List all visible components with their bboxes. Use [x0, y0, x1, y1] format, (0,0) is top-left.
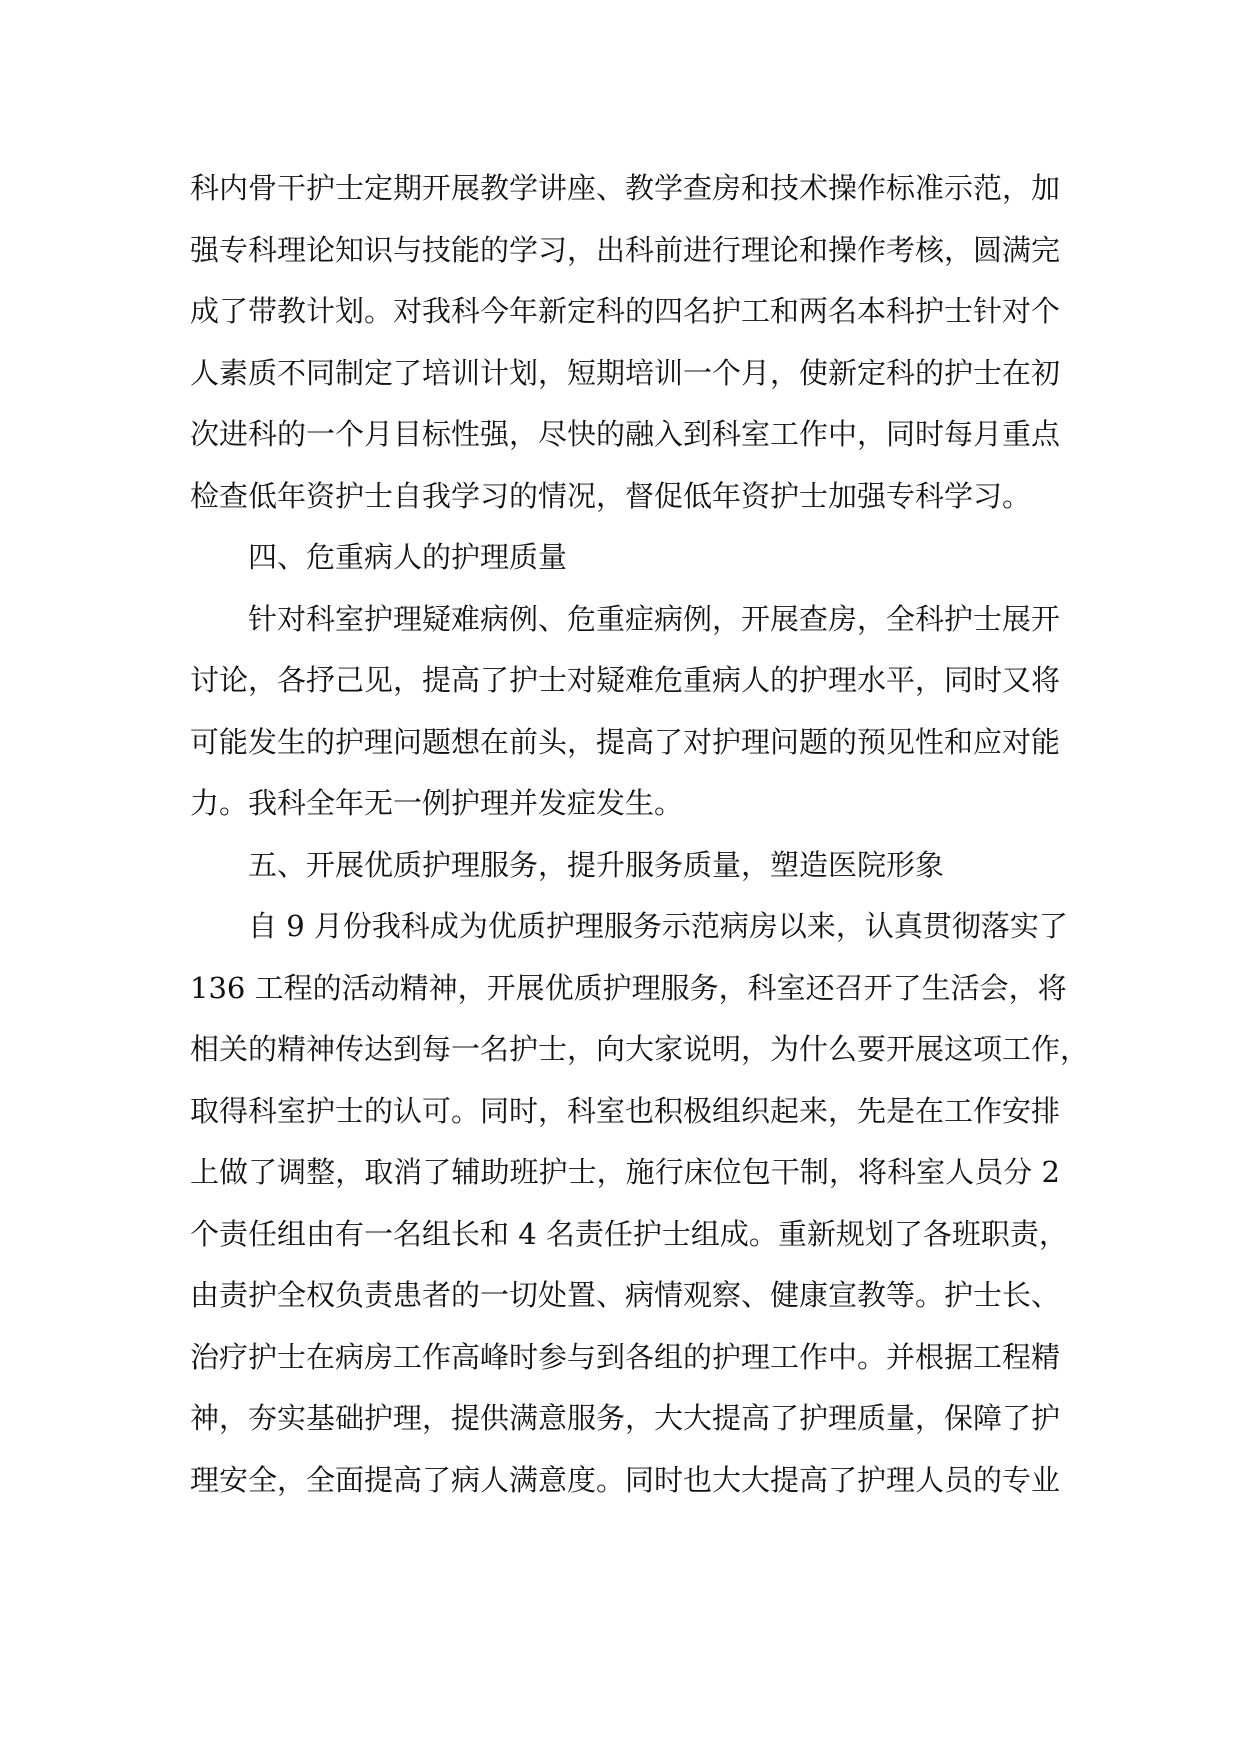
paragraph-line: 次进科的一个月目标性强，尽快的融入到科室工作中，同时每月重点 [190, 417, 1061, 451]
paragraph-line: 理安全，全面提高了病人满意度。同时也大大提高了护理人员的专业 [190, 1462, 1061, 1497]
paragraph-line: 科内骨干护士定期开展教学讲座、教学查房和技术操作标准示范，加 [190, 171, 1061, 205]
paragraph-line: 上做了调整，取消了辅助班护士，施行床位包干制，将科室人员分 2 [190, 1155, 1060, 1189]
paragraph-line: 治疗护士在病房工作高峰时参与到各组的护理工作中。并根据工程精 [190, 1339, 1061, 1374]
body-text [190, 158, 1090, 1511]
paragraph-line: 个责任组由有一名组长和 4 名责任护士组成。重新规划了各班职责， [190, 1216, 1068, 1251]
section-heading: 五、开展优质护理服务，提升服务质量，塑造医院形象 [248, 847, 945, 882]
paragraph-line: 自 9 月份我科成为优质护理服务示范病房以来，认真贯彻落实了 [248, 909, 1068, 943]
paragraph-line: 讨论，各抒己见，提高了护士对疑难危重病人的护理水平，同时又将 [190, 663, 1061, 697]
paragraph-line: 可能发生的护理问题想在前头，提高了对护理问题的预见性和应对能 [190, 724, 1061, 759]
paragraph-line: 力。我科全年无一例护理并发症发生。 [190, 786, 684, 820]
paragraph-line: 成了带教计划。对我科今年新定科的四名护工和两名本科护士针对个 [190, 294, 1061, 328]
paragraph-line: 神，夯实基础护理，提供满意服务，大大提高了护理质量，保障了护 [190, 1401, 1061, 1435]
paragraph-line: 针对科室护理疑难病例、危重症病例，开展查房，全科护士展开 [248, 601, 1061, 636]
paragraph-line: 136 工程的活动精神，开展优质护理服务，科室还召开了生活会，将 [190, 970, 1067, 1005]
paragraph-line: 相关的精神传达到每一名护士，向大家说明，为什么要开展这项工作， [190, 1032, 1090, 1066]
paragraph-line: 由责护全权负责患者的一切处置、病情观察、健康宣教等。护士长、 [190, 1278, 1061, 1312]
paragraph-line: 人素质不同制定了培训计划，短期培训一个月，使新定科的护士在初 [190, 355, 1061, 390]
paragraph-line: 取得科室护士的认可。同时，科室也积极组织起来，先是在工作安排 [190, 1093, 1061, 1128]
paragraph-line: 强专科理论知识与技能的学习，出科前进行理论和操作考核，圆满完 [190, 232, 1061, 267]
section-heading: 四、危重病人的护理质量 [248, 540, 568, 574]
paragraph-line: 检查低年资护士自我学习的情况，督促低年资护士加强专科学习。 [190, 478, 1032, 513]
